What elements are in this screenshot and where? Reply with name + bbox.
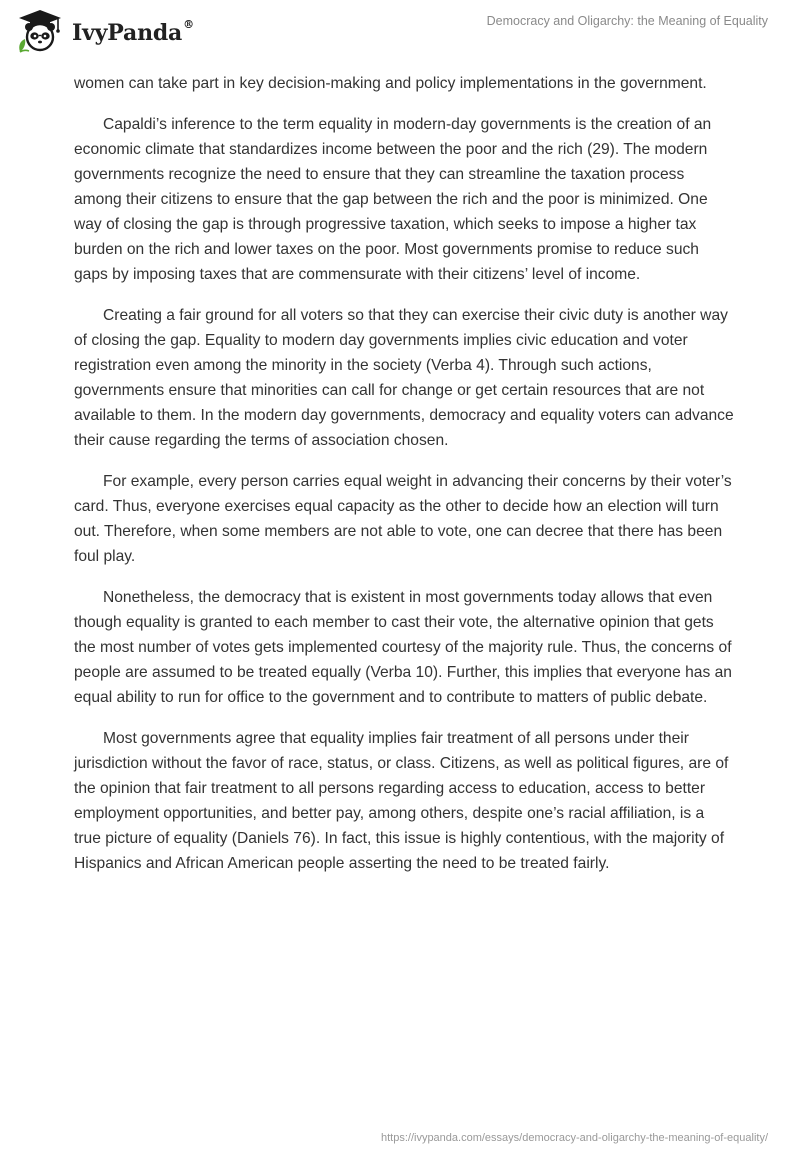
logo-text: IvyPanda®: [72, 18, 194, 46]
panda-graduate-icon: [14, 8, 66, 54]
source-url-link[interactable]: https://ivypanda.com/essays/democracy-and-oligarchy-the-meaning-of-equality/: [380, 1132, 768, 1144]
document-title: Democracy and Oligarchy: the Meaning of Equality: [486, 14, 768, 28]
paragraph-3: Creating a fair ground for all voters so that they can exercise their civic duty is another way of closing the gap. Equality to modern day governments implies civic education and voter registration even among the minority in the society (Verba 4). Through such actions, governments ensure that minorities can call for change or get certain resources that are not available to them. In the modern day governments, democracy and equality voters can advance their cause regarding the terms of association chosen.: [74, 307, 734, 449]
paragraph-4: For example, every person carries equal weight in advancing their concerns by their voter’s card. Thus, everyone exercises equal capacity as the other to decide how an election will turn out. Therefore, when some members are not able to vote, one can decree that there has been foul play.: [74, 473, 732, 565]
paragraph-6: Most governments agree that equality implies fair treatment of all persons under their jurisdiction without the favor of race, status, or class. Citizens, as well as political figures, are of the opinion that fair treatment to all persons regarding access to education, access to better employment opportunities, and better pay, among others, despite one’s racial affiliation, is a true picture of equality (Daniels 76). In fact, this issue is highly contentious, with the majority of Hispanics and African American people asserting the need to be treated fairly.: [74, 730, 729, 872]
ivypanda-logo[interactable]: [14, 8, 194, 54]
paragraph-1: women can take part in key decision-making and policy implementations in the government.: [74, 75, 707, 92]
paragraph-5: Nonetheless, the democracy that is existent in most governments today allows that even though equality is granted to each member to cast their vote, the alternative opinion that gets the most number of votes gets implemented courtesy of the majority rule. Thus, the concerns of people are assumed to be treated equally (Verba 10). Further, this implies that everyone has an equal ability to run for office to the government and to contribute to matters of public debate.: [74, 589, 732, 706]
page-header: [0, 0, 800, 62]
essay-body: [74, 71, 734, 892]
paragraph-2: Capaldi’s inference to the term equality in modern-day governments is the creation of an economic climate that standardizes income between the poor and the rich (29). The modern governments recognize the need to ensure that they can streamline the taxation process among their citizens to ensure that the gap between the rich and the poor is minimized. One way of closing the gap is through progressive taxation, which seeks to impose a higher tax burden on the rich and lower taxes on the poor. Most governments promise to reduce such gaps by imposing taxes that are commensurate with their citizens’ level of income.: [74, 116, 712, 283]
registered-mark: ®: [183, 18, 194, 31]
